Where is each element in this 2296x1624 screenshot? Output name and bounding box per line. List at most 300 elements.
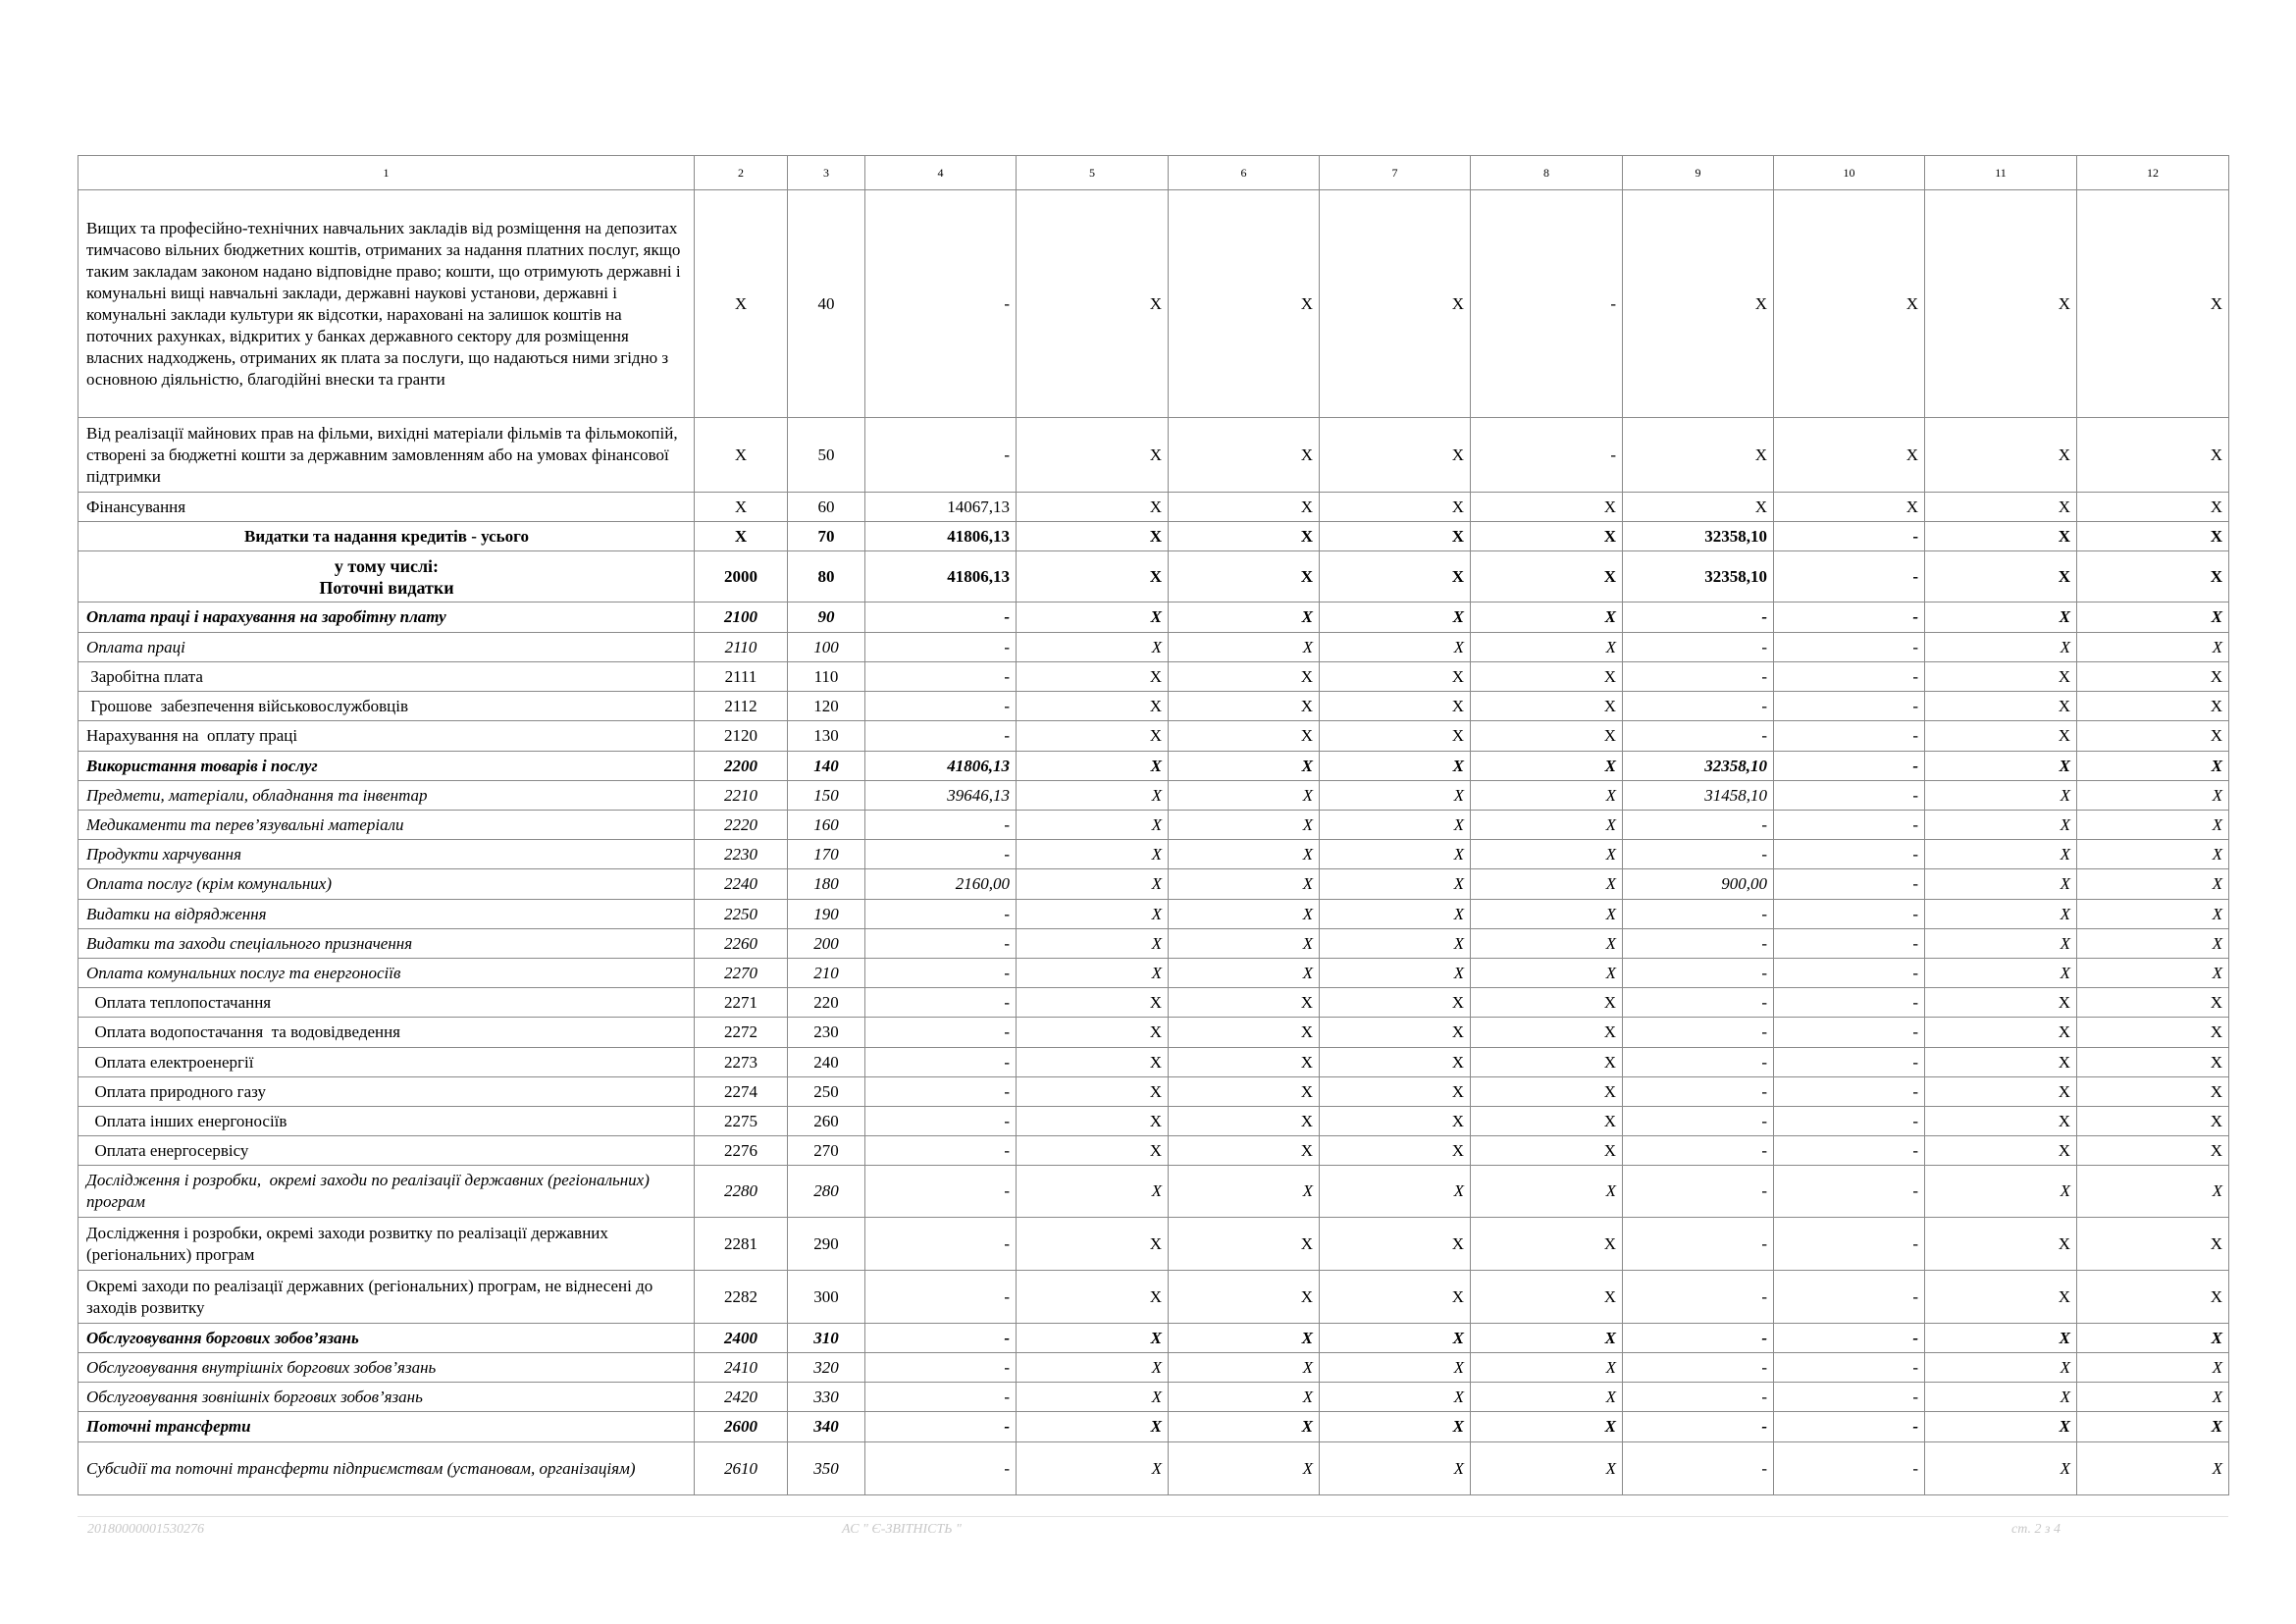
table-row xyxy=(78,840,2229,869)
value-cell: 14067,13 xyxy=(865,493,1017,522)
row-name-cell: Окремі заходи по реалізації державних (регіональних) програм, не віднесені до заходів розвитку xyxy=(78,1271,695,1324)
value-cell: 41806,13 xyxy=(865,752,1017,781)
value-cell: - xyxy=(1774,721,1925,752)
value-cell: X xyxy=(1169,752,1320,781)
footer-system-name: АС " Є-ЗВІТНІСТЬ " xyxy=(842,1522,962,1537)
table-row xyxy=(78,1442,2229,1495)
value-cell: - xyxy=(1623,988,1774,1018)
row-name-cell: Оплата енергосервісу xyxy=(78,1136,695,1166)
value-cell: X xyxy=(1925,633,2077,662)
value-cell: X xyxy=(1623,190,1774,418)
row-name-cell: Оплата водопостачання та водовідведення xyxy=(78,1018,695,1048)
report-table xyxy=(78,155,2229,1495)
row-name-cell: Оплата комунальних послуг та енергоносіїв xyxy=(78,959,695,988)
value-cell: - xyxy=(865,1218,1017,1271)
value-cell: - xyxy=(1623,1136,1774,1166)
value-cell: X xyxy=(1169,190,1320,418)
value-cell: X xyxy=(1169,1271,1320,1324)
value-cell: X xyxy=(1471,988,1623,1018)
value-cell: X xyxy=(1169,692,1320,721)
value-cell: X xyxy=(1017,721,1169,752)
row-number-cell: 320 xyxy=(788,1353,865,1383)
value-cell: - xyxy=(1471,190,1623,418)
value-cell: X xyxy=(2077,1271,2229,1324)
value-cell: X xyxy=(1017,929,1169,959)
row-number-cell: 50 xyxy=(788,418,865,493)
value-cell: - xyxy=(865,1166,1017,1218)
value-cell: X xyxy=(1169,493,1320,522)
value-cell: X xyxy=(1471,840,1623,869)
row-number-cell: 330 xyxy=(788,1383,865,1412)
row-number-cell: 220 xyxy=(788,988,865,1018)
value-cell: - xyxy=(1774,522,1925,551)
line-code-cell: 2000 xyxy=(695,551,788,602)
line-code-cell: 2275 xyxy=(695,1107,788,1136)
value-cell: X xyxy=(1471,1218,1623,1271)
value-cell: - xyxy=(1623,1107,1774,1136)
column-number: 4 xyxy=(865,156,1017,190)
line-code-cell: 2280 xyxy=(695,1166,788,1218)
value-cell: - xyxy=(865,929,1017,959)
table-row xyxy=(78,1077,2229,1107)
value-cell: X xyxy=(1925,988,2077,1018)
row-number-cell: 250 xyxy=(788,1077,865,1107)
value-cell: X xyxy=(1320,1107,1471,1136)
row-number-cell: 260 xyxy=(788,1107,865,1136)
column-number: 1 xyxy=(78,156,695,190)
value-cell: - xyxy=(1774,840,1925,869)
value-cell: - xyxy=(1623,1412,1774,1442)
value-cell: - xyxy=(1623,840,1774,869)
value-cell: X xyxy=(2077,493,2229,522)
value-cell: 32358,10 xyxy=(1623,522,1774,551)
value-cell: X xyxy=(1925,1271,2077,1324)
value-cell: X xyxy=(1471,522,1623,551)
value-cell: - xyxy=(1774,781,1925,811)
value-cell: - xyxy=(865,1442,1017,1495)
table-row xyxy=(78,692,2229,721)
value-cell: X xyxy=(1320,662,1471,692)
value-cell: X xyxy=(1017,493,1169,522)
value-cell: X xyxy=(1017,1107,1169,1136)
row-name-cell: Використання товарів і послуг xyxy=(78,752,695,781)
value-cell: X xyxy=(2077,721,2229,752)
table-row xyxy=(78,929,2229,959)
value-cell: X xyxy=(1471,721,1623,752)
value-cell: X xyxy=(1169,811,1320,840)
row-name-cell: Оплата праці і нарахування на заробітну плату xyxy=(78,602,695,633)
table-row xyxy=(78,811,2229,840)
value-cell: 32358,10 xyxy=(1623,752,1774,781)
row-number-cell: 240 xyxy=(788,1048,865,1077)
line-code-cell: 2110 xyxy=(695,633,788,662)
value-cell: X xyxy=(1320,522,1471,551)
row-name-cell: Обслуговування зовнішніх боргових зобов’язань xyxy=(78,1383,695,1412)
line-code-cell: 2100 xyxy=(695,602,788,633)
line-code-cell: 2270 xyxy=(695,959,788,988)
value-cell: - xyxy=(1774,1383,1925,1412)
value-cell: X xyxy=(1320,1166,1471,1218)
row-name-cell: Дослідження і розробки, окремі заходи розвитку по реалізації державних (регіональних) програм xyxy=(78,1218,695,1271)
value-cell: X xyxy=(1320,781,1471,811)
value-cell: - xyxy=(1774,929,1925,959)
value-cell: X xyxy=(1925,752,2077,781)
row-number-cell: 150 xyxy=(788,781,865,811)
row-name-cell: Продукти харчування xyxy=(78,840,695,869)
value-cell: - xyxy=(1774,1218,1925,1271)
value-cell: X xyxy=(1925,493,2077,522)
value-cell: - xyxy=(865,721,1017,752)
table-row xyxy=(78,1136,2229,1166)
row-number-cell: 270 xyxy=(788,1136,865,1166)
value-cell: X xyxy=(1925,781,2077,811)
row-name-cell: Обслуговування внутрішніх боргових зобов’язань xyxy=(78,1353,695,1383)
value-cell: X xyxy=(1320,602,1471,633)
value-cell: X xyxy=(1169,662,1320,692)
line-code-cell: X xyxy=(695,418,788,493)
value-cell: X xyxy=(1017,959,1169,988)
value-cell: X xyxy=(2077,1018,2229,1048)
value-cell: - xyxy=(1623,959,1774,988)
value-cell: X xyxy=(1169,1048,1320,1077)
value-cell: X xyxy=(1017,1166,1169,1218)
value-cell: X xyxy=(2077,988,2229,1018)
table-row xyxy=(78,190,2229,418)
row-name-cell: Оплата природного газу xyxy=(78,1077,695,1107)
value-cell: X xyxy=(1017,522,1169,551)
row-number-cell: 70 xyxy=(788,522,865,551)
value-cell: X xyxy=(1471,1166,1623,1218)
value-cell: X xyxy=(1925,959,2077,988)
value-cell: X xyxy=(1320,1136,1471,1166)
row-name-cell: у тому числі: Поточні видатки xyxy=(78,551,695,602)
line-code-cell: 2410 xyxy=(695,1353,788,1383)
table-row xyxy=(78,1166,2229,1218)
column-number: 9 xyxy=(1623,156,1774,190)
value-cell: X xyxy=(2077,1412,2229,1442)
row-name-cell: Оплата послуг (крім комунальних) xyxy=(78,869,695,900)
value-cell: X xyxy=(1471,811,1623,840)
value-cell: X xyxy=(1320,190,1471,418)
value-cell: X xyxy=(1169,1442,1320,1495)
value-cell: X xyxy=(1169,929,1320,959)
value-cell: X xyxy=(1925,929,2077,959)
value-cell: X xyxy=(1471,1048,1623,1077)
value-cell: X xyxy=(1471,1353,1623,1383)
row-number-cell: 340 xyxy=(788,1412,865,1442)
value-cell: - xyxy=(1774,959,1925,988)
value-cell: - xyxy=(865,1018,1017,1048)
row-name-cell: Видатки та заходи спеціального призначення xyxy=(78,929,695,959)
line-code-cell: 2281 xyxy=(695,1218,788,1271)
table-row xyxy=(78,959,2229,988)
row-name-cell: Оплата електроенергії xyxy=(78,1048,695,1077)
value-cell: X xyxy=(1471,1271,1623,1324)
line-code-cell: X xyxy=(695,522,788,551)
line-code-cell: X xyxy=(695,493,788,522)
value-cell: X xyxy=(1774,418,1925,493)
value-cell: X xyxy=(1925,190,2077,418)
value-cell: X xyxy=(1925,721,2077,752)
value-cell: X xyxy=(1471,493,1623,522)
value-cell: X xyxy=(2077,1353,2229,1383)
column-number: 10 xyxy=(1774,156,1925,190)
value-cell: X xyxy=(1169,633,1320,662)
row-number-cell: 120 xyxy=(788,692,865,721)
value-cell: X xyxy=(1925,1324,2077,1353)
value-cell: X xyxy=(2077,752,2229,781)
value-cell: - xyxy=(1623,1048,1774,1077)
value-cell: X xyxy=(1925,1018,2077,1048)
line-code-cell: 2250 xyxy=(695,900,788,929)
value-cell: X xyxy=(2077,633,2229,662)
value-cell: X xyxy=(1320,1018,1471,1048)
row-number-cell: 290 xyxy=(788,1218,865,1271)
value-cell: X xyxy=(2077,1107,2229,1136)
value-cell: X xyxy=(1471,1324,1623,1353)
value-cell: X xyxy=(1925,1077,2077,1107)
value-cell: X xyxy=(1925,1442,2077,1495)
value-cell: X xyxy=(1017,1442,1169,1495)
column-number: 3 xyxy=(788,156,865,190)
value-cell: - xyxy=(1623,662,1774,692)
line-code-cell: 2610 xyxy=(695,1442,788,1495)
value-cell: X xyxy=(2077,1077,2229,1107)
value-cell: - xyxy=(1774,1412,1925,1442)
value-cell: X xyxy=(2077,602,2229,633)
value-cell: X xyxy=(1471,959,1623,988)
value-cell: X xyxy=(1925,522,2077,551)
row-name-cell: Дослідження і розробки, окремі заходи по реалізації державних (регіональних) програм xyxy=(78,1166,695,1218)
table-row xyxy=(78,662,2229,692)
value-cell: X xyxy=(1471,551,1623,602)
value-cell: - xyxy=(1623,1383,1774,1412)
value-cell: X xyxy=(1017,1048,1169,1077)
line-code-cell: 2276 xyxy=(695,1136,788,1166)
value-cell: X xyxy=(1169,781,1320,811)
row-number-cell: 310 xyxy=(788,1324,865,1353)
value-cell: X xyxy=(1017,752,1169,781)
line-code-cell: 2274 xyxy=(695,1077,788,1107)
value-cell: - xyxy=(865,959,1017,988)
value-cell: X xyxy=(1471,692,1623,721)
row-number-cell: 130 xyxy=(788,721,865,752)
value-cell: X xyxy=(1925,840,2077,869)
value-cell: X xyxy=(2077,1166,2229,1218)
value-cell: X xyxy=(1017,1383,1169,1412)
value-cell: X xyxy=(1169,840,1320,869)
line-code-cell: 2400 xyxy=(695,1324,788,1353)
value-cell: - xyxy=(1623,1018,1774,1048)
value-cell: X xyxy=(1169,1324,1320,1353)
value-cell: - xyxy=(1774,1018,1925,1048)
value-cell: - xyxy=(865,633,1017,662)
value-cell: X xyxy=(1925,1383,2077,1412)
value-cell: - xyxy=(1774,1077,1925,1107)
value-cell: X xyxy=(1320,493,1471,522)
report-table-body xyxy=(78,156,2229,1495)
row-number-cell: 230 xyxy=(788,1018,865,1048)
line-code-cell: 2420 xyxy=(695,1383,788,1412)
value-cell: - xyxy=(865,692,1017,721)
value-cell: - xyxy=(1774,869,1925,900)
value-cell: - xyxy=(865,1412,1017,1442)
table-row xyxy=(78,1048,2229,1077)
table-row xyxy=(78,1218,2229,1271)
table-row xyxy=(78,602,2229,633)
value-cell: X xyxy=(1623,493,1774,522)
value-cell: - xyxy=(1471,418,1623,493)
value-cell: - xyxy=(1623,1218,1774,1271)
value-cell: X xyxy=(1471,869,1623,900)
value-cell: - xyxy=(865,811,1017,840)
line-code-cell: X xyxy=(695,190,788,418)
column-number: 12 xyxy=(2077,156,2229,190)
value-cell: X xyxy=(1169,1353,1320,1383)
value-cell: X xyxy=(1320,929,1471,959)
row-number-cell: 210 xyxy=(788,959,865,988)
value-cell: X xyxy=(1017,840,1169,869)
column-number: 11 xyxy=(1925,156,2077,190)
line-code-cell: 2260 xyxy=(695,929,788,959)
value-cell: - xyxy=(1623,1353,1774,1383)
value-cell: - xyxy=(865,1271,1017,1324)
value-cell: X xyxy=(1925,900,2077,929)
value-cell: X xyxy=(2077,781,2229,811)
value-cell: 32358,10 xyxy=(1623,551,1774,602)
line-code-cell: 2272 xyxy=(695,1018,788,1048)
value-cell: - xyxy=(1623,1271,1774,1324)
value-cell: X xyxy=(1925,418,2077,493)
value-cell: X xyxy=(2077,418,2229,493)
table-row xyxy=(78,752,2229,781)
value-cell: - xyxy=(1774,811,1925,840)
footer-doc-id: 20180000001530276 xyxy=(87,1522,204,1537)
line-code-cell: 2271 xyxy=(695,988,788,1018)
value-cell: - xyxy=(865,1136,1017,1166)
row-number-cell: 80 xyxy=(788,551,865,602)
value-cell: X xyxy=(1471,1136,1623,1166)
value-cell: - xyxy=(1623,811,1774,840)
value-cell: - xyxy=(865,418,1017,493)
value-cell: X xyxy=(1925,692,2077,721)
value-cell: X xyxy=(1925,811,2077,840)
value-cell: - xyxy=(1774,988,1925,1018)
value-cell: - xyxy=(1623,721,1774,752)
value-cell: X xyxy=(1925,1136,2077,1166)
column-number: 5 xyxy=(1017,156,1169,190)
line-code-cell: 2111 xyxy=(695,662,788,692)
value-cell: 2160,00 xyxy=(865,869,1017,900)
value-cell: X xyxy=(2077,1136,2229,1166)
value-cell: - xyxy=(865,1077,1017,1107)
footer-page-number: ст. 2 з 4 xyxy=(2011,1522,2061,1537)
row-name-cell: Вищих та професійно-технічних навчальних закладів від розміщення на депозитах тимчасово вільних бюджетних коштів, отриманих за надання платних послуг, якщо таким закладам законом надано відповідне право; кошти, що отримують державні і комунальні вищі навчальні заклади, державні наукові установи, державні і комунальні заклади культури як відсотки, нараховані на залишок коштів на поточних рахунках, відкритих у банках державного сектору для розміщення власних надходжень, отриманих як плата за послуги, що надаються ними згідно з основною діяльністю, благодійні внески та гранти xyxy=(78,190,695,418)
value-cell: X xyxy=(2077,1048,2229,1077)
value-cell: X xyxy=(1017,1271,1169,1324)
table-row xyxy=(78,900,2229,929)
value-cell: X xyxy=(1169,1383,1320,1412)
row-name-cell: Грошове забезпечення військовослужбовців xyxy=(78,692,695,721)
table-row xyxy=(78,781,2229,811)
value-cell: X xyxy=(2077,900,2229,929)
table-row xyxy=(78,633,2229,662)
value-cell: X xyxy=(1320,1353,1471,1383)
value-cell: X xyxy=(1320,869,1471,900)
value-cell: X xyxy=(1017,1018,1169,1048)
value-cell: X xyxy=(2077,522,2229,551)
value-cell: X xyxy=(1169,959,1320,988)
value-cell: X xyxy=(1471,1077,1623,1107)
row-name-cell: Оплата теплопостачання xyxy=(78,988,695,1018)
value-cell: - xyxy=(1774,1353,1925,1383)
value-cell: X xyxy=(1471,900,1623,929)
value-cell: X xyxy=(1925,1166,2077,1218)
value-cell: - xyxy=(1774,1136,1925,1166)
value-cell: X xyxy=(1320,840,1471,869)
value-cell: - xyxy=(1774,900,1925,929)
value-cell: - xyxy=(865,900,1017,929)
value-cell: X xyxy=(2077,662,2229,692)
table-row xyxy=(78,551,2229,602)
value-cell: X xyxy=(1471,1018,1623,1048)
value-cell: X xyxy=(1017,900,1169,929)
value-cell: X xyxy=(1169,1412,1320,1442)
row-name-cell: Обслуговування боргових зобов’язань xyxy=(78,1324,695,1353)
value-cell: X xyxy=(1169,1107,1320,1136)
table-row xyxy=(78,522,2229,551)
value-cell: X xyxy=(1017,190,1169,418)
value-cell: X xyxy=(1320,811,1471,840)
value-cell: X xyxy=(2077,1383,2229,1412)
column-number: 6 xyxy=(1169,156,1320,190)
value-cell: X xyxy=(1017,1324,1169,1353)
row-number-cell: 190 xyxy=(788,900,865,929)
value-cell: - xyxy=(1774,1271,1925,1324)
value-cell: X xyxy=(2077,190,2229,418)
row-number-cell: 110 xyxy=(788,662,865,692)
value-cell: X xyxy=(1169,721,1320,752)
line-code-cell: 2210 xyxy=(695,781,788,811)
value-cell: X xyxy=(1169,522,1320,551)
table-row xyxy=(78,493,2229,522)
value-cell: 41806,13 xyxy=(865,522,1017,551)
value-cell: X xyxy=(1169,418,1320,493)
row-number-cell: 170 xyxy=(788,840,865,869)
column-number: 8 xyxy=(1471,156,1623,190)
value-cell: X xyxy=(1471,1107,1623,1136)
value-cell: X xyxy=(1017,988,1169,1018)
value-cell: X xyxy=(1925,869,2077,900)
value-cell: - xyxy=(865,1383,1017,1412)
row-number-cell: 60 xyxy=(788,493,865,522)
value-cell: X xyxy=(2077,959,2229,988)
value-cell: X xyxy=(2077,1442,2229,1495)
value-cell: X xyxy=(1320,988,1471,1018)
value-cell: X xyxy=(1925,1107,2077,1136)
value-cell: X xyxy=(1017,781,1169,811)
value-cell: X xyxy=(1925,1048,2077,1077)
value-cell: - xyxy=(1623,602,1774,633)
value-cell: - xyxy=(1774,1107,1925,1136)
row-name-cell: Нарахування на оплату праці xyxy=(78,721,695,752)
row-number-cell: 180 xyxy=(788,869,865,900)
row-number-cell: 90 xyxy=(788,602,865,633)
value-cell: X xyxy=(2077,811,2229,840)
table-row xyxy=(78,1324,2229,1353)
value-cell: X xyxy=(1471,662,1623,692)
row-number-cell: 200 xyxy=(788,929,865,959)
